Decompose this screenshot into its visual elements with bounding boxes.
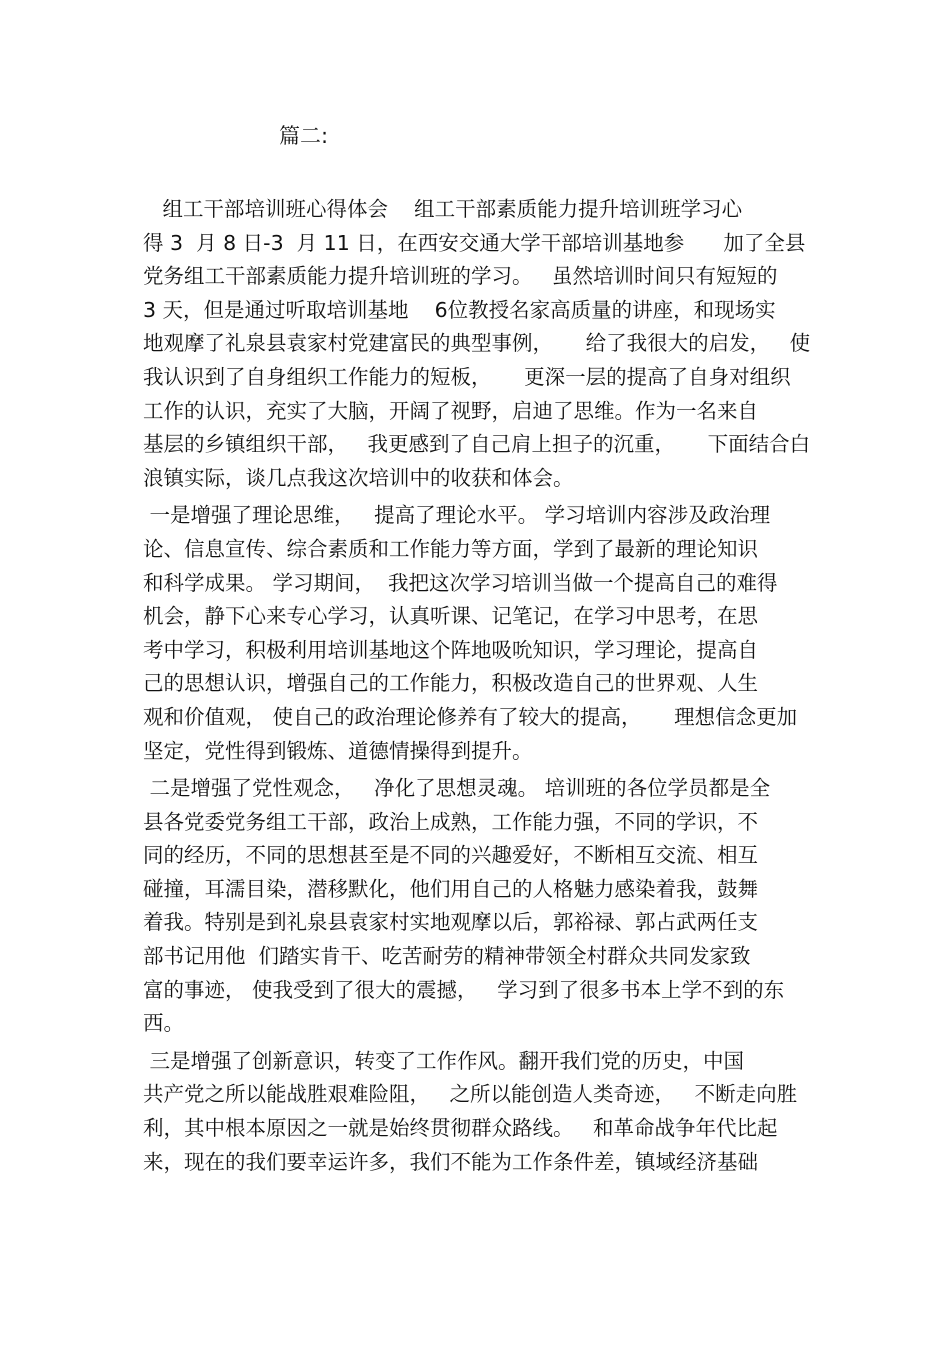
text-line: 地观摩了礼泉县袁家村党建富民的典型事例， 给了我很大的启发， 使 (143, 331, 811, 356)
text-line: 二是增强了党性观念， 净化了思想灵魂。 培训班的各位学员都是全 (143, 776, 771, 801)
document-body (143, 193, 823, 1179)
text-line: 党务组工干部素质能力提升培训班的学习。 虽然培训时间只有短短的 (143, 264, 778, 289)
text-line: 论、信息宣传、综合素质和工作能力等方面，学到了最新的理论知识 (143, 536, 758, 561)
paragraph (143, 193, 823, 495)
text-line: 碰撞，耳濡目染，潜移默化，他们用自己的人格魅力感染着我，鼓舞 (143, 876, 758, 901)
text-line: 富的事迹， 使我受到了很大的震撼， 学习到了很多书本上学不到的东 (143, 977, 785, 1002)
text-line: 部书记用他 们踏实肯干、吃苦耐劳的精神带领全村群众共同发家致 (143, 944, 751, 969)
text-line: 3 天，但是通过听取培训基地 6位教授名家高质量的讲座，和现场实 (143, 297, 776, 322)
text-line: 来，现在的我们要幸运许多，我们不能为工作条件差，镇域经济基础 (143, 1149, 758, 1174)
text-line: 考中学习，积极利用培训基地这个阵地吸吮知识，学习理论，提高自 (143, 637, 758, 662)
paragraph (143, 499, 823, 768)
text-line: 西。 (143, 1011, 184, 1036)
text-line: 得 3 月 8 日-3 月 11 日，在西安交通大学干部培训基地参 加了全县 (143, 230, 806, 255)
section-heading: 篇二: (279, 124, 329, 148)
text-line: 着我。特别是到礼泉县袁家村实地观摩以后，郭裕禄、郭占武两任支 (143, 910, 758, 935)
text-line: 基层的乡镇组织干部， 我更感到了自己肩上担子的沉重， 下面结合白 (143, 432, 811, 457)
text-line: 浪镇实际，谈几点我这次培训中的收获和体会。 (143, 465, 574, 490)
text-line: 我认识到了自身组织工作能力的短板， 更深一层的提高了自身对组织 (143, 364, 791, 389)
paragraph (143, 772, 823, 1041)
text-line: 共产党之所以能战胜艰难险阻， 之所以能创造人类奇迹， 不断走向胜 (143, 1082, 798, 1107)
text-line: 坚定，党性得到锻炼、道德情操得到提升。 (143, 738, 533, 763)
text-line: 同的经历，不同的思想甚至是不同的兴趣爱好，不断相互交流、相互 (143, 843, 758, 868)
text-line: 工作的认识，充实了大脑，开阔了视野，启迪了思维。作为一名来自 (143, 398, 758, 423)
text-line: 县各党委党务组工干部，政治上成熟，工作能力强，不同的学识，不 (143, 809, 758, 834)
text-line: 三是增强了创新意识，转变了工作作风。翻开我们党的历史，中国 (143, 1048, 745, 1073)
text-line: 一是增强了理论思维， 提高了理论水平。 学习培训内容涉及政治理 (143, 503, 771, 528)
text-line: 己的思想认识，增强自己的工作能力，积极改造自己的世界观、人生 (143, 671, 758, 696)
text-line: 利，其中根本原因之一就是始终贯彻群众路线。 和革命战争年代比起 (143, 1116, 778, 1141)
text-line: 机会，静下心来专心学习，认真听课、记笔记，在学习中思考，在思 (143, 604, 758, 629)
text-line: 观和价值观， 使自己的政治理论修养有了较大的提高， 理想信念更加 (143, 704, 798, 729)
paragraph (143, 1045, 823, 1179)
text-line: 组工干部培训班心得体会 组工干部素质能力提升培训班学习心 (143, 197, 743, 221)
text-line: 和科学成果。 学习期间， 我把这次学习培训当做一个提高自己的难得 (143, 570, 778, 595)
